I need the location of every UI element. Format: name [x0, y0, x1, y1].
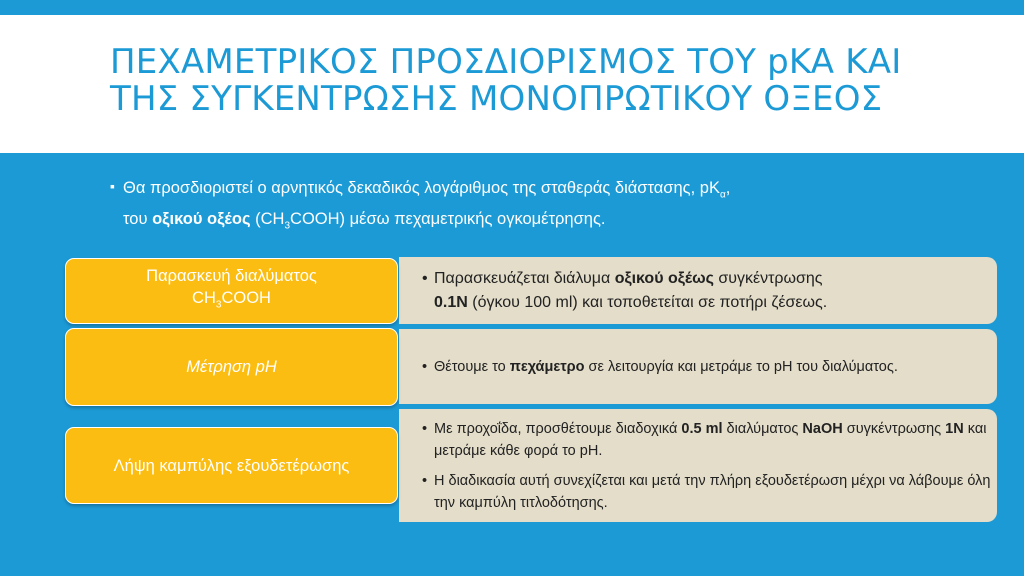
- intro-paragraph: [110, 176, 960, 239]
- step-3-naoh: NaOH: [802, 420, 843, 437]
- intro-bold: οξικού οξέος: [152, 210, 251, 229]
- step-3-text-g: και μετράμε κάθε φορά το pH.: [434, 420, 987, 459]
- step-1-label-sub: 3: [215, 299, 222, 311]
- step-3-bullet-2: • Η διαδικασία αυτή συνεχίζεται και μετά την πλήρη εξουδετέρωση μέχρι να λάβουμε όλη την καμπύλη τιτλοδότησης.: [434, 470, 997, 514]
- step-1-label: [65, 258, 398, 324]
- intro-text: [123, 176, 960, 239]
- step-3-text-a: Με προχοΐδα, προσθέτουμε διαδοχικά: [434, 420, 682, 437]
- step-3-text-c: διαλύματος: [722, 420, 803, 437]
- intro-text-5: COOH) μέσω πεχαμετρικής ογκομέτρησης.: [290, 210, 606, 229]
- step-1-label-cooh: COOH: [221, 289, 271, 308]
- step-3-volume: 0.5 ml: [681, 420, 723, 437]
- square-bullet-icon: ▪: [110, 178, 115, 194]
- title-line-1: ΠΕΧΑΜΕΤΡΙΚΟΣ ΠΡΟΣΔΙΟΡΙΣΜΟΣ ΤΟΥ pKA ΚΑΙ: [110, 42, 902, 82]
- step-2-description: [399, 329, 997, 404]
- step-2-label: [65, 328, 398, 406]
- step-1-description: [399, 257, 997, 324]
- step-3-description: [399, 409, 997, 522]
- step-2-bullet: [434, 356, 997, 378]
- step-3-text-e: συγκέντρωσης: [842, 420, 946, 437]
- step-3-normality: 1N: [945, 420, 964, 437]
- step-3-bullet-1: [434, 418, 997, 462]
- step-2-bold: πεχάμετρο: [509, 358, 585, 375]
- step-1-concentration: 0.1N: [434, 293, 468, 311]
- step-2-text-c: σε λειτουργία και μετράμε το pH του διαλύματος.: [584, 358, 898, 375]
- intro-text-3: του: [123, 210, 153, 229]
- step-1-label-line-1: Παρασκευή διαλύματος: [146, 267, 317, 286]
- step-1-text-a: Παρασκευάζεται διάλυμα: [434, 269, 615, 287]
- step-3-label-text: Λήψη καμπύλης εξουδετέρωσης: [113, 456, 350, 475]
- intro-subscript-3: 3: [284, 220, 291, 232]
- intro-text-1: Θα προσδιοριστεί ο αρνητικός δεκαδικός λογάριθμος της σταθεράς διάστασης, pK: [123, 179, 720, 197]
- intro-subscript-a: α: [719, 189, 726, 201]
- step-1-bullet: [434, 267, 997, 315]
- step-2-label-text: Μέτρηση pH: [186, 358, 277, 376]
- intro-text-2: ,: [725, 179, 731, 197]
- title-line-2: ΤΗΣ ΣΥΓΚΕΝΤΡΩΣΗΣ ΜΟΝΟΠΡΩΤΙΚΟΥ ΟΞΕΟΣ: [110, 79, 883, 119]
- intro-text-4: (CH: [250, 210, 285, 229]
- step-1-text-d: (όγκου 100 ml) και τοποθετείται σε ποτήρι ζέσεως.: [467, 293, 828, 311]
- step-3-label: [65, 427, 398, 504]
- step-1-bold: οξικού οξέως: [614, 269, 714, 287]
- step-1-label-ch: CH: [192, 289, 216, 308]
- step-1-text-c: συγκέντρωσης: [713, 269, 823, 287]
- step-2-text-a: Θέτουμε το: [434, 358, 510, 375]
- slide-title: [110, 44, 990, 118]
